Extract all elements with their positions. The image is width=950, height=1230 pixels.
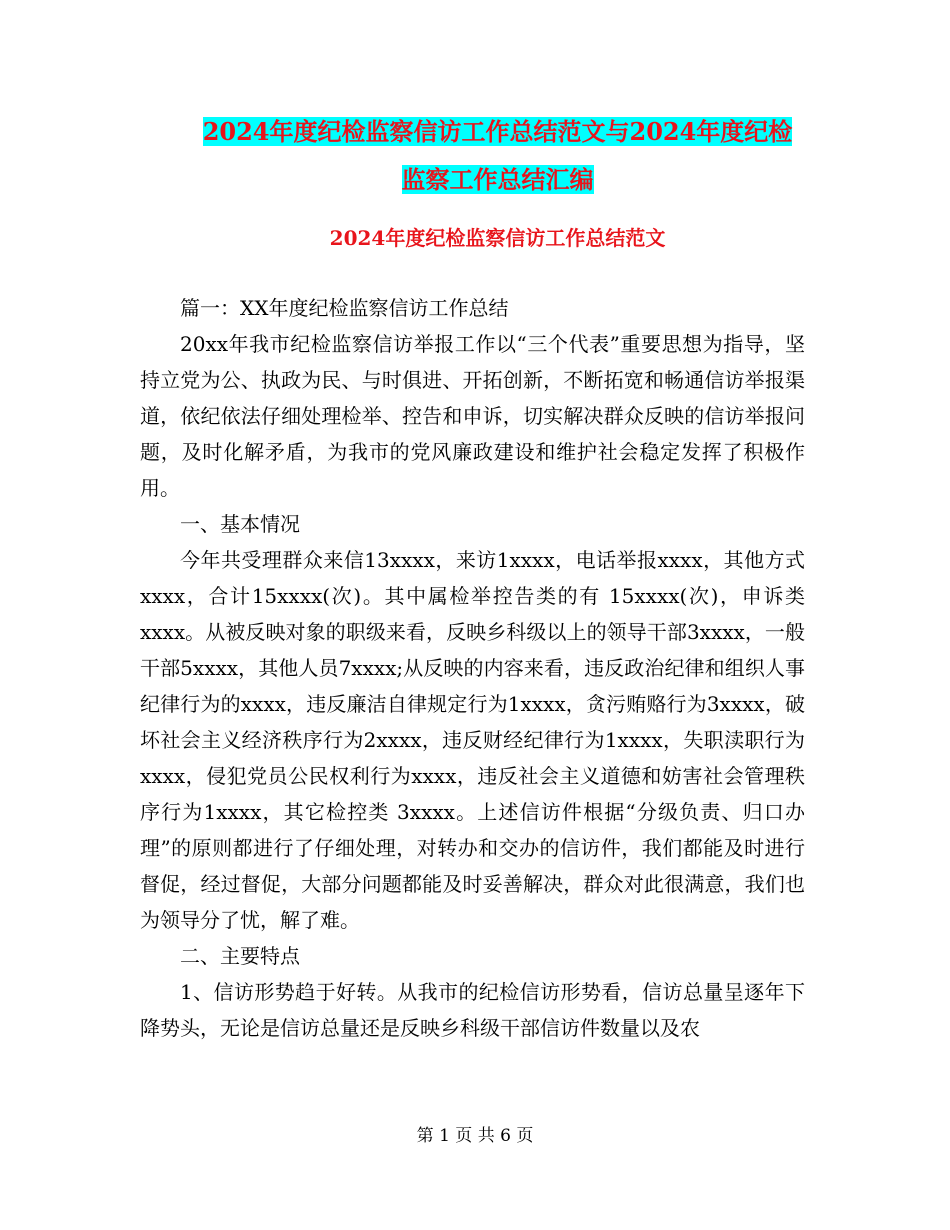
document-body [140, 290, 805, 1046]
heading-basic-situation: 一、基本情况 [180, 512, 300, 536]
paragraph-intro: 20xx年我市纪检监察信访举报工作以“三个代表”重要思想为指导，坚持立党为公、执政为民、与时俱进、开拓创新，不断拓宽和畅通信访举报渠道，依纪依法仔细处理检举、控告和申诉，切实解决群众反映的信访举报问题，及时化解矛盾，为我市的党风廉政建设和维护社会稳定发挥了积极作用。 [140, 332, 805, 500]
document-title [140, 108, 855, 204]
page-footer: 第 1 页 共 6 页 [416, 1126, 534, 1146]
title-line-2: 监察工作总结汇编 [401, 165, 594, 194]
heading-main-features: 二、主要特点 [180, 944, 300, 968]
paragraph-basic-situation: 今年共受理群众来信13xxxx，来访1xxxx，电话举报xxxx，其他方式xxxx，合计15xxxx(次)。其中属检举控告类的有 15xxxx(次)，申诉类xxxx。从被反映对象的职级来看，反映乡科级以上的领导干部3xxxx，一般干部5xxxx，其他人员7xxxx;从反映的内容来看，违反政治纪律和组织人事纪律行为的xxxx，违反廉洁自律规定行为1xxxx，贪污贿赂行为3xxxx，破坏社会主义经济秩序行为2xxxx，违反财经纪律行为1xxxx，失职渎职行为xxxx，侵犯党员公民权利行为xxxx，违反社会主义道德和妨害社会管理秩序行为1xxxx，其它检控类 3xxxx。上述信访件根据“分级负责、归口办理”的原则都进行了仔细处理，对转办和交办的信访件，我们都能及时进行督促，经过督促，大部分问题都能及时妥善解决，群众对此很满意，我们也为领导分了忧，解了难。 [140, 548, 805, 932]
article-heading: 篇一：XX年度纪检监察信访工作总结 [180, 296, 509, 320]
title-line-1: 2024年度纪检监察信访工作总结范文与2024年度纪检 [202, 117, 793, 146]
section-title: 2024年度纪检监察信访工作总结范文 [329, 226, 666, 250]
paragraph-main-features: 1、信访形势趋于好转。从我市的纪检信访形势看，信访总量呈逐年下降势头，无论是信访总量还是反映乡科级干部信访件数量以及农 [140, 980, 805, 1040]
